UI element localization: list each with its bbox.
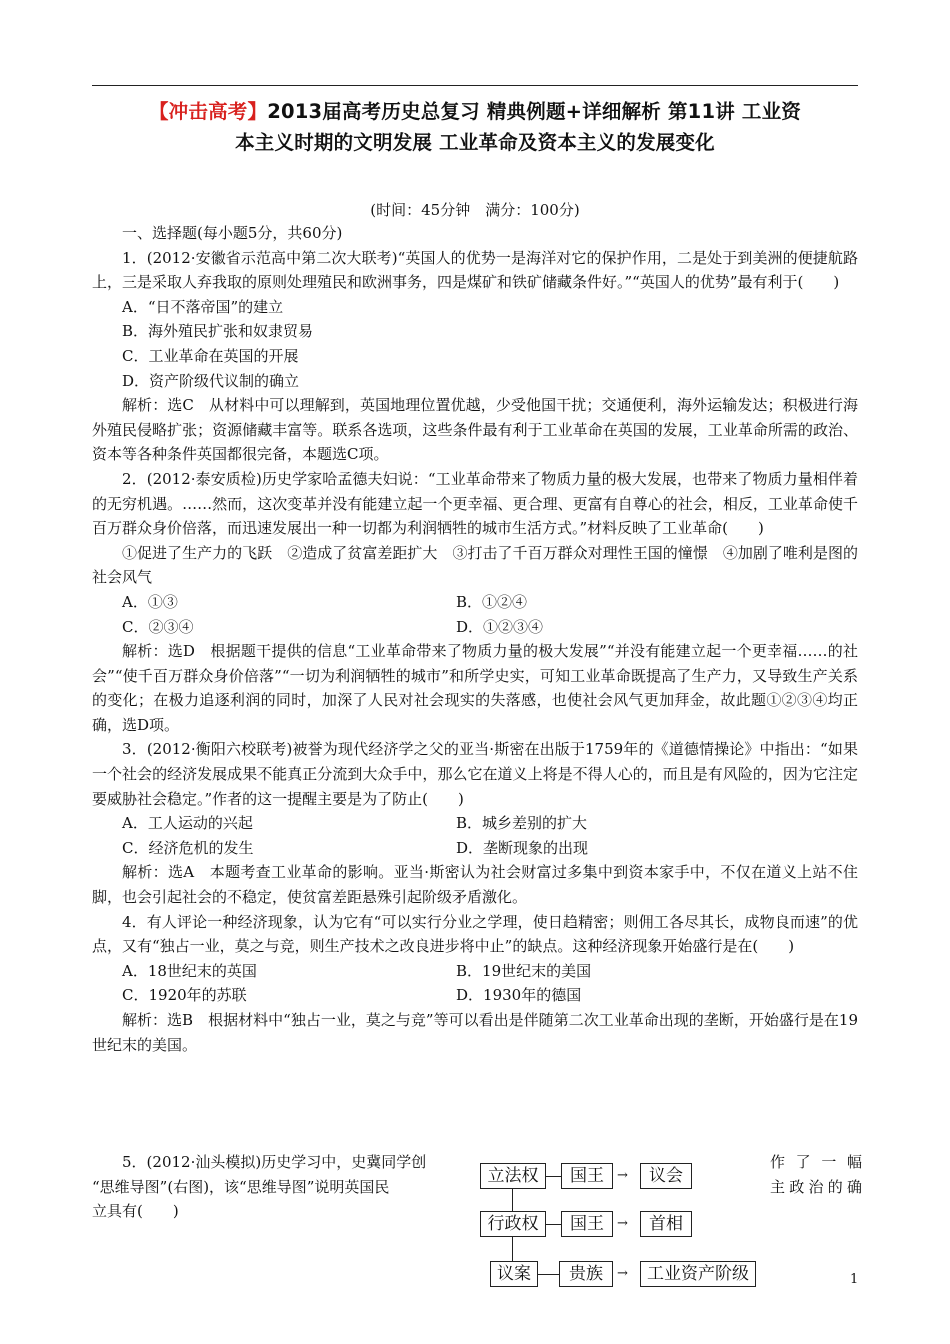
q5-stem-right2: 主政治的确: [770, 1178, 862, 1196]
q4-option-a: A．18世纪末的英国: [122, 961, 257, 980]
diagram-box-nobility: 贵族: [559, 1261, 613, 1287]
exam-meta: (时间：45分钟 满分：100分): [370, 201, 580, 219]
title-bracket: 【冲击高考】: [148, 100, 268, 123]
q3-options-row1: [92, 811, 858, 836]
q1-option-a: A．“日不落帝国”的建立: [122, 297, 284, 316]
arrow-right-icon: →: [617, 1168, 628, 1183]
document-body: [92, 221, 858, 1057]
q1-option-b: B．海外殖民扩张和奴隶贸易: [122, 322, 314, 341]
diagram-box-bill: 议案: [490, 1261, 538, 1287]
q4-option-d: D．1930年的德国: [456, 986, 582, 1005]
q3-option-d: D．垄断现象的出现: [456, 838, 589, 857]
q1-analysis: 解析：选C 从材料中可以理解到，英国地理位置优越，少受他国干扰；交通便利，海外运输发达；积极进行海外殖民侵略扩张；资源储藏丰富等。联系各选项，这些条件最有利于工业革命在英国的发展，工业革命所需的政治、资本等各种条件英国都很完备，本题选C项。: [92, 396, 858, 464]
q4-analysis: 解析：选B 根据材料中“独占一业，莫之与竞”等可以看出是伴随第二次工业革命出现的垄断，开始盛行是在19世纪末的美国。: [92, 1011, 858, 1054]
q3-option-a: A．工人运动的兴起: [122, 814, 253, 833]
title-line2: 本主义时期的文明发展 工业革命及资本主义的发展变化: [235, 131, 715, 154]
q4-options-row1: [92, 959, 858, 984]
q4-option-c: C．1920年的苏联: [122, 986, 247, 1005]
q3-stem: 3．(2012·衡阳六校联考)被誉为现代经济学之父的亚当·斯密在出版于1759年的《道德情操论》中指出：“如果一个社会的经济发展成果不能真正分流到大众手中，那么它在道义上将是不得人心的，而且是有风险的，因为它注定要威胁社会稳定。”作者的这一提醒主要是为了防止( ): [92, 740, 858, 808]
q1-stem: 1．(2012·安徽省示范高中第二次大联考)“英国人的优势一是海洋对它的保护作用，二是处于到美洲的便捷航路上，三是采取人弃我取的原则处理殖民和欧洲事务，四是煤矿和铁矿储藏条件好。”“英国人的优势”最有利于( ): [92, 248, 858, 292]
q1-option-d: D．资产阶级代议制的确立: [122, 371, 300, 390]
section-heading: 一、选择题(每小题5分，共60分): [122, 224, 343, 242]
page-number: 1: [850, 1272, 859, 1287]
arrow-right-icon: →: [617, 1216, 628, 1231]
title-line1: 2013届高考历史总复习 精典例题+详细解析 第11讲 工业资: [267, 100, 802, 123]
q5-stem-line2: “思维导图”(右图)，该“思维导图”说明英国民: [92, 1177, 390, 1196]
diagram-box-industrial-bourgeoisie: 工业资产阶级: [640, 1261, 756, 1287]
q2-items: ①促进了生产力的飞跃 ②造成了贫富差距扩大 ③打击了千百万群众对理性王国的憧憬 ④加剧了唯利是图的社会风气: [92, 543, 858, 587]
arrow-right-icon: →: [617, 1266, 628, 1281]
q3-analysis: 解析：选A 本题考查工业革命的影响。亚当·斯密认为社会财富过多集中到资本家手中，不仅在道义上站不住脚，也会引起社会的不稳定，使贫富差距悬殊引起阶级矛盾激化。: [92, 863, 858, 907]
q3-option-b: B．城乡差别的扩大: [456, 814, 588, 833]
diagram-box-prime-minister: 首相: [640, 1211, 692, 1237]
mind-map-diagram: [472, 1153, 772, 1303]
page-title: [92, 96, 858, 158]
diagram-box-executive: 行政权: [480, 1211, 546, 1237]
q4-stem: 4．有人评论一种经济现象，认为它有“可以实行分业之学理，使日趋精密；则佣工各尽其长，成物良而速”的优点，又有“独占一业，莫之与竞，则生产技术之改良进步将中止”的缺点。这种经济现象开始盛行是在( ): [92, 912, 858, 956]
q2-options-row1: [92, 590, 858, 615]
diagram-vertical-connector: [512, 1237, 513, 1261]
diagram-box-parliament: 议会: [640, 1163, 692, 1189]
q3-option-c: C．经济危机的发生: [122, 838, 254, 857]
q4-option-b: B．19世纪末的美国: [456, 961, 592, 980]
diagram-connector: [537, 1274, 559, 1275]
q5-stem-line1: 5．(2012·汕头模拟)历史学习中，史冀同学创: [122, 1153, 427, 1171]
q2-option-b: B．①②④: [456, 592, 528, 611]
diagram-box-legislative: 立法权: [480, 1163, 546, 1189]
q2-stem: 2．(2012·泰安质检)历史学家哈孟德夫妇说：“工业革命带来了物质力量的极大发展，也带来了物质力量相伴着的无穷机遇。……然而，这次变革并没有能建立起一个更幸福、更合理、更富有自尊心的社会，相反，工业革命使千百万群众身价倍落，而迅速发展出一种一切都为利润牺牲的城市生活方式。”材料反映了工业革命( ): [92, 469, 858, 538]
diagram-connector: [545, 1224, 561, 1225]
diagram-connector: [545, 1176, 561, 1177]
q5-stem: [92, 1150, 472, 1224]
q2-option-a: A．①③: [122, 592, 178, 611]
header-rule: [92, 85, 858, 86]
q5-stem-line3: 立具有( ): [92, 1202, 179, 1221]
diagram-box-king-1: 国王: [561, 1163, 613, 1189]
q5-stem-right1: 作了一幅: [770, 1153, 862, 1171]
q2-option-c: C．②③④: [122, 617, 194, 636]
q1-option-c: C．工业革命在英国的开展: [122, 346, 299, 365]
diagram-box-king-2: 国王: [561, 1211, 613, 1237]
q4-options-row2: [92, 983, 858, 1008]
q3-options-row2: [92, 836, 858, 861]
q2-option-d: D．①②③④: [456, 617, 544, 636]
q2-options-row2: [92, 615, 858, 640]
diagram-vertical-connector: [512, 1189, 513, 1211]
q2-analysis: 解析：选D 根据题干提供的信息“工业革命带来了物质力量的极大发展”“并没有能建立起一个更幸福……的社会”“使千百万群众身价倍落”“一切为利润牺牲的城市”和所学史实，可知工业革命既提高了生产力，又导致生产关系的变化；在极力追逐利润的同时，加深了人民对社会现实的失落感，也使社会风气更加拜金，故此题①②③④均正确，选D项。: [92, 642, 858, 734]
